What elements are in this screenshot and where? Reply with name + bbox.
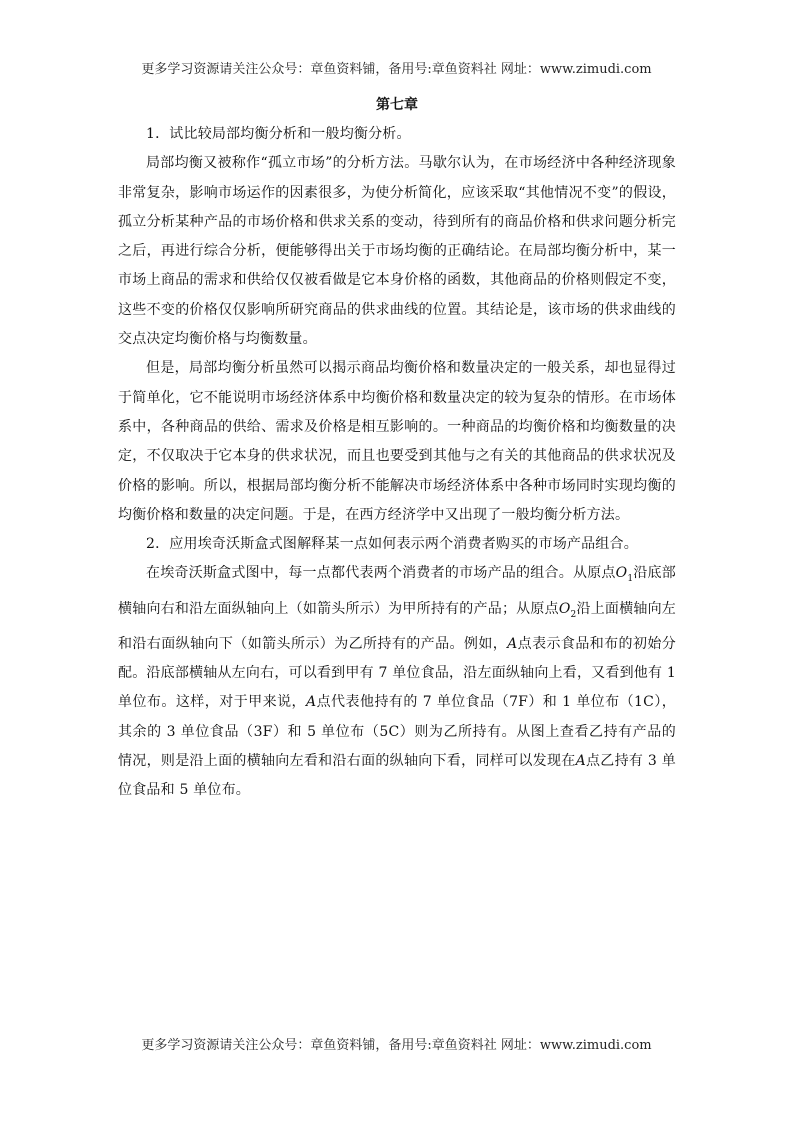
origin-o1-subscript: 1 bbox=[627, 574, 634, 585]
answer-1-paragraph-2: 但是，局部均衡分析虽然可以揭示商品均衡价格和数量决定的一般关系，却也显得过于简单化，它不能说明市场经济体系中均衡价格和数量决定的较为复杂的情形。在市场体系中，各种商品的供给、需求及价格是相互影响的。一种商品的均衡价格和均衡数量的决定，不仅取决于它本身的供求状况，而且也要受到其他与之有关的其他商品的供求状况及价格的影响。所以，根据局部均衡分析不能解决市场经济体系中各种市场同时实现均衡的均衡价格和数量的决定问题。于是，在西方经济学中又出现了一般均衡分析方法。 bbox=[118, 360, 676, 523]
question-1: 1．试比较局部均衡分析和一般均衡分析。 bbox=[146, 126, 411, 142]
page-header: 更多学习资源请关注公众号：章鱼资料铺，备用号:章鱼资料社 网址：www.zimudi.com bbox=[141, 62, 652, 77]
point-a-3: A bbox=[575, 752, 586, 769]
answer-1-paragraph-1: 局部均衡又被称作“孤立市场”的分析方法。马歇尔认为，在市场经济中各种经济现象非常复杂，影响市场运作的因素很多，为使分析简化，应该采取“其他情况不变”的假设，孤立分析某种产品的市场价格和供求关系的变动，待到所有的商品价格和供求问题分析完之后，再进行综合分析，便能够得出关于市场均衡的正确结论。在局部均衡分析中，某一市场上商品的需求和供给仅仅被看做是它本身价格的函数，其他商品的价格则假定不变，这些不变的价格仅仅影响所研究商品的供求曲线的位置。其结论是，该市场的供求曲线的交点决定均衡价格与均衡数量。 bbox=[118, 155, 676, 348]
point-a-2: A bbox=[306, 694, 317, 711]
answer-2-text-3: 沿上面横轴向左和沿右面纵轴向下（如箭头所示）为乙所持有的产品。例如， bbox=[118, 600, 676, 652]
question-2: 2．应用埃奇沃斯盒式图解释某一点如何表示两个消费者购买的市场产品组合。 bbox=[146, 536, 638, 553]
chapter-title: 第七章 bbox=[376, 97, 418, 113]
origin-o1: O bbox=[615, 565, 628, 582]
answer-2-text-1: 在埃奇沃斯盒式图中，每一点都代表两个消费者的市场产品的组合。从原点 bbox=[146, 565, 616, 582]
origin-o2-subscript: 2 bbox=[570, 609, 577, 620]
page-footer: 更多学习资源请关注公众号：章鱼资料铺，备用号:章鱼资料社 网址：www.zimudi.com bbox=[141, 1038, 652, 1053]
answer-2-paragraph bbox=[118, 559, 676, 805]
point-a-1: A bbox=[507, 635, 518, 652]
answer-2-text-4: 点表示食品和布的初始分配。沿底部横轴从左向右，可以看到甲有 7 单位食品，沿左面纵轴向上看，又看到他有 1 单位布。这样，对于甲来说， bbox=[118, 635, 676, 711]
document-body bbox=[118, 92, 676, 805]
answer-2-text-6: 点乙持有 3 单位食品和 5 单位布。 bbox=[118, 752, 676, 799]
answer-2-text-5: 点代表他持有的 7 单位食品（7F）和 1 单位布（1C），其余的 3 单位食品（3F）和 5 单位布（5C）则为乙所持有。从图上查看乙持有产品的情况，则是沿上面的横轴向左看和沿右面的纵轴向下看，同样可以发现在 bbox=[118, 694, 676, 769]
answer-2-text-2: 沿底部横轴向右和沿左面纵轴向上（如箭头所示）为甲所持有的产品；从原点 bbox=[118, 565, 676, 617]
origin-o2: O bbox=[558, 600, 571, 617]
